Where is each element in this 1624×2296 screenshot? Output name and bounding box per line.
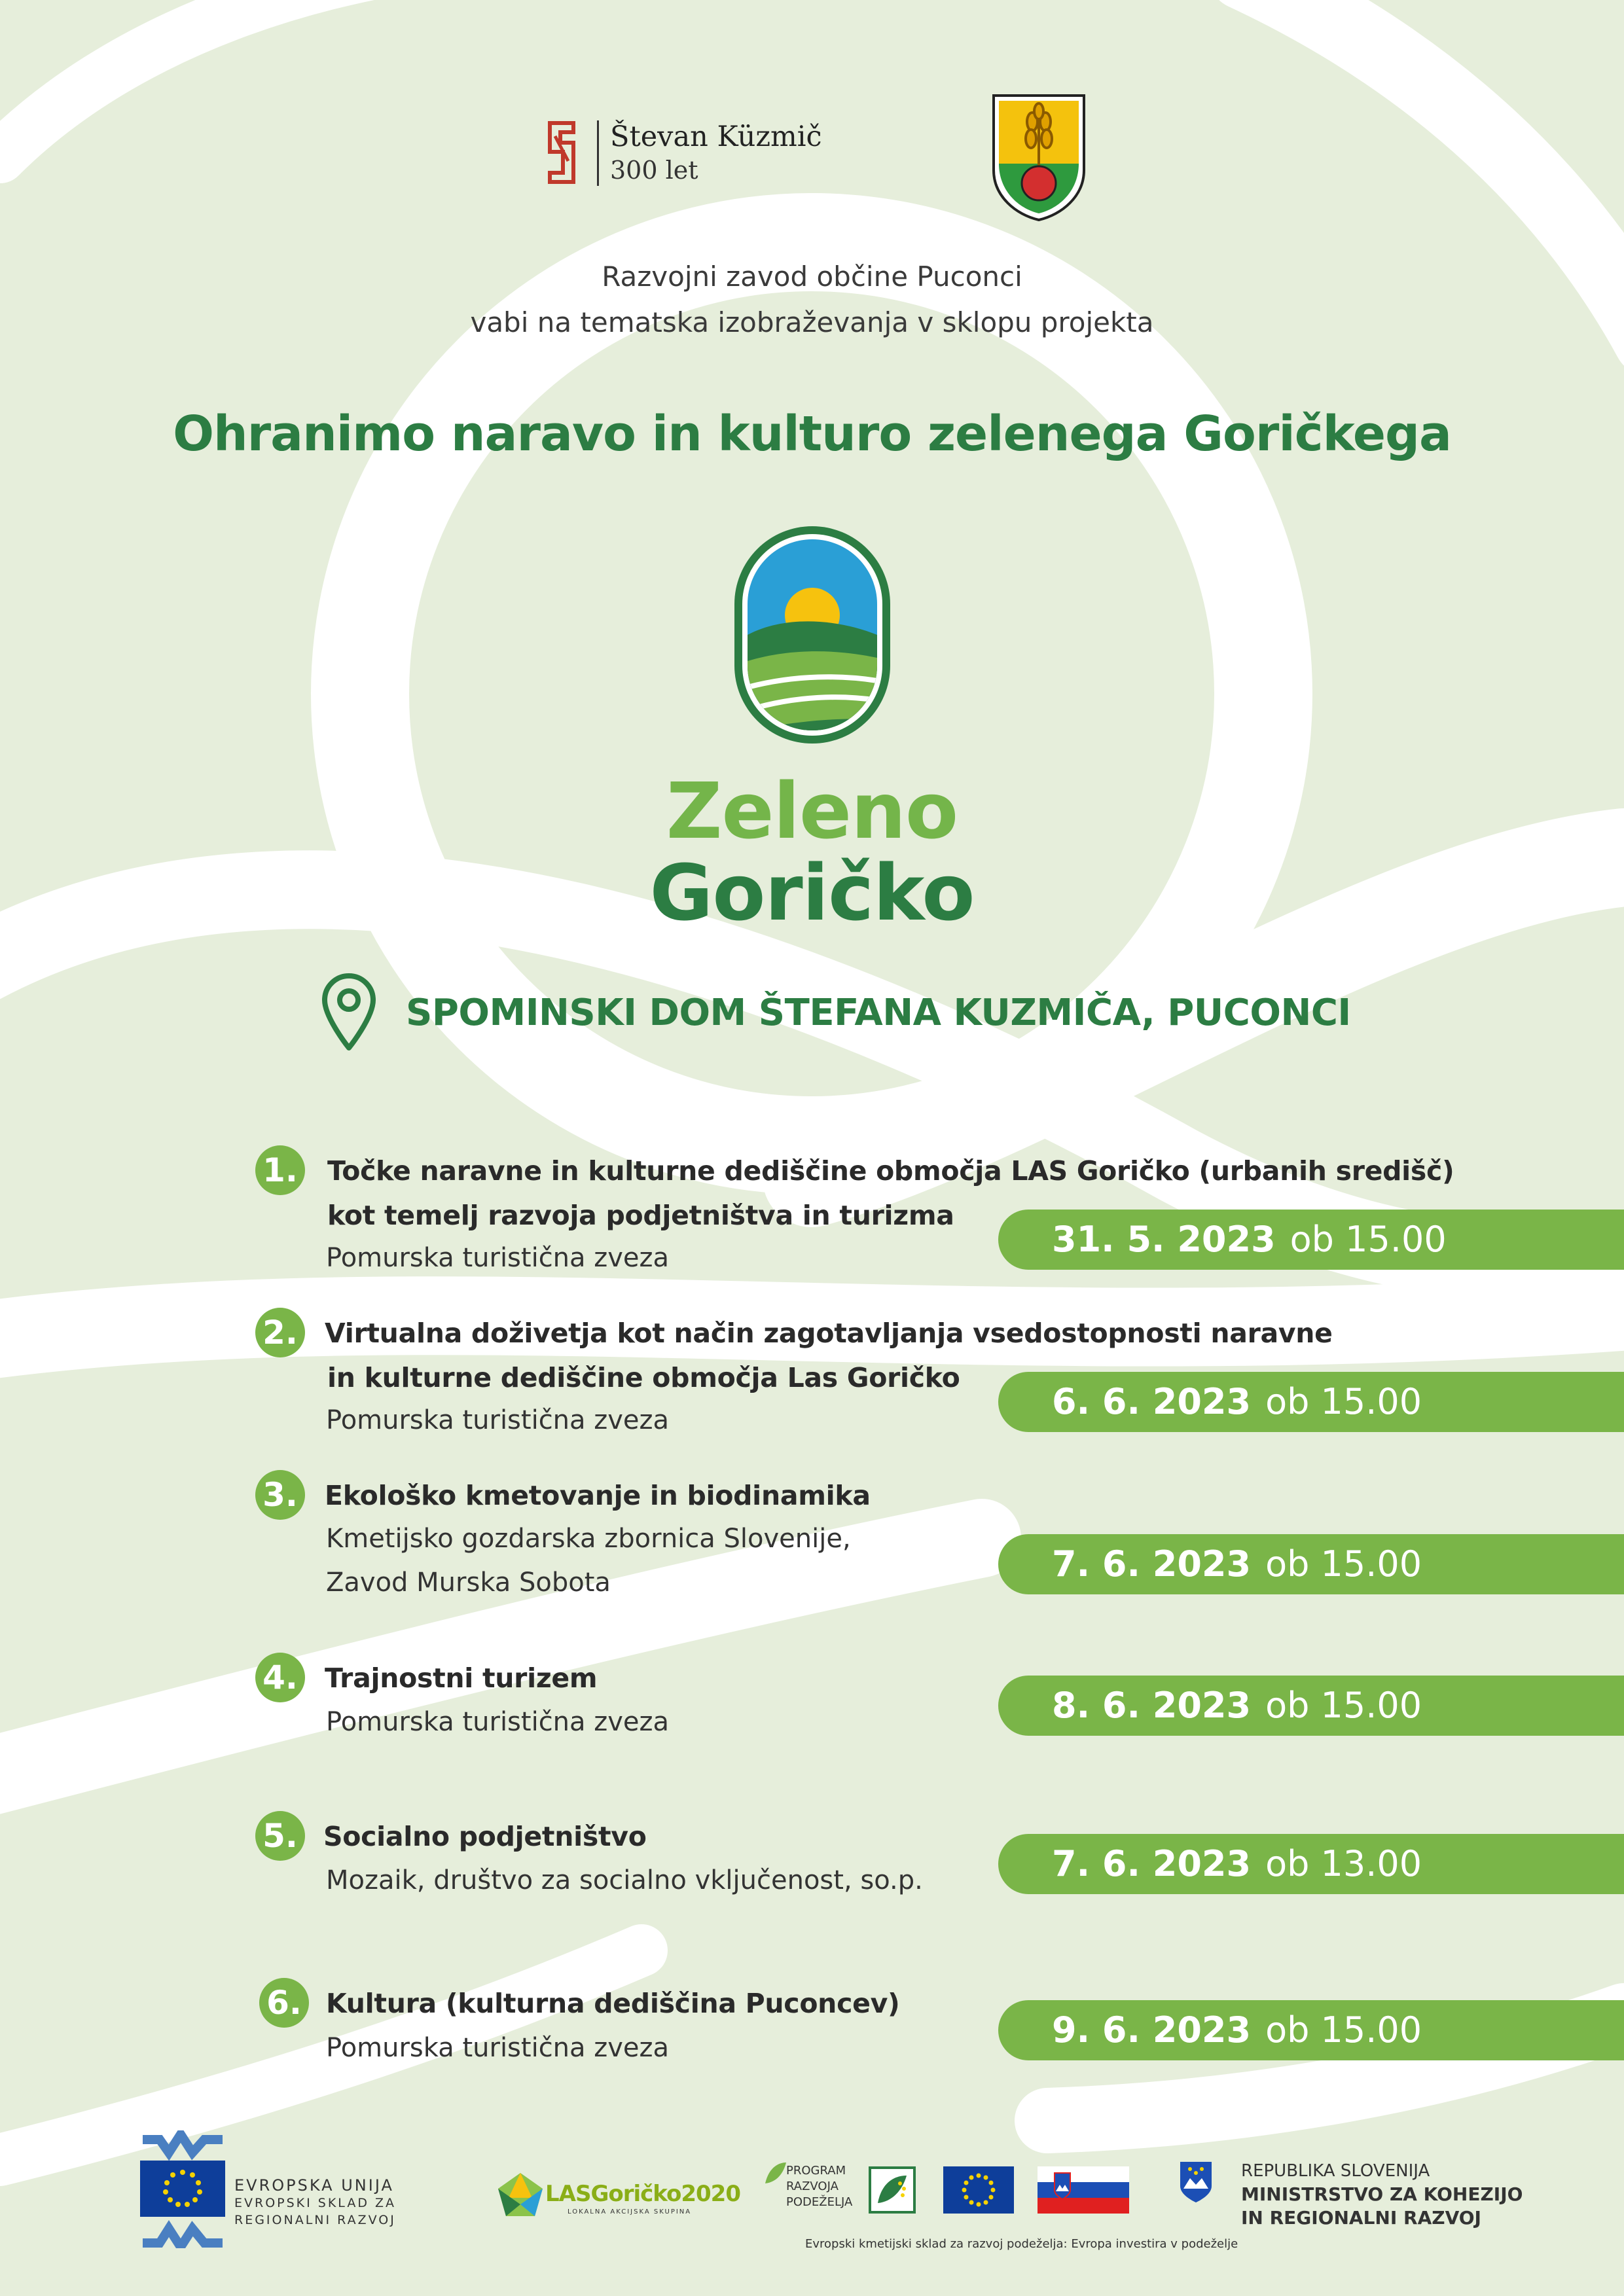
kuzmic-years: 300 let [610, 156, 698, 185]
event-date-bar [998, 2000, 1624, 2060]
event-title: kot temelj razvoja podjetništva in turizma [327, 1200, 954, 1231]
ministry-line-1: REPUBLIKA SLOVENIJA [1241, 2161, 1430, 2181]
event-date: 6. 6. 2023 [1052, 1381, 1252, 1422]
event-number: 3. [255, 1470, 305, 1520]
event-date: 31. 5. 2023 [1052, 1219, 1276, 1260]
prp-line-2: RAZVOJA [786, 2179, 839, 2193]
rural-fund-note: Evropski kmetijski sklad za razvoj podeželja: Evropa investira v podeželje [805, 2237, 1238, 2251]
event-title: Socialno podjetništvo [323, 1821, 647, 1852]
eu-line-2: EVROPSKI SKLAD ZA [234, 2196, 397, 2210]
rural-development-logos [763, 2160, 1129, 2232]
event-date-bar [998, 1372, 1624, 1432]
prp-line-3: PODEŽELJA [786, 2195, 853, 2209]
intro-line-1: Razvojni zavod občine Puconci [602, 260, 1022, 293]
event-date: 7. 6. 2023 [1052, 1543, 1252, 1585]
event-date-bar [998, 1834, 1624, 1894]
las-name: LASGoričko2020 [545, 2181, 740, 2207]
slovenia-flag-icon [1038, 2166, 1129, 2214]
event-title: Točke naravne in kulturne dediščine območja LAS Goričko (urbanih središč) [327, 1155, 1454, 1187]
page-title: Ohranimo naravo in kulturo zelenega Goričkega [173, 406, 1451, 462]
leader-logo-icon [869, 2166, 916, 2214]
intro-line-2: vabi na tematska izobraževanja v sklopu projekta [470, 306, 1154, 338]
event-date-bar [998, 1210, 1624, 1270]
eu-regional-fund-logo [140, 2130, 441, 2248]
slovenia-coat-of-arms-icon [1178, 2160, 1214, 2203]
kuzmic-divider [597, 120, 599, 186]
event-date: 7. 6. 2023 [1052, 1843, 1252, 1884]
rural-program-leaf-icon [763, 2160, 789, 2186]
event-date-bar [998, 1534, 1624, 1594]
event-number: 2. [255, 1308, 305, 1357]
event-title: Ekološko kmetovanje in biodinamika [325, 1480, 871, 1511]
event-number: 5. [255, 1811, 305, 1861]
kuzmic-300-logo [543, 117, 831, 190]
event-date: 8. 6. 2023 [1052, 1685, 1252, 1726]
las-goricko-logo [494, 2166, 740, 2225]
ministry-logo [1178, 2159, 1523, 2237]
las-goricko-mark-icon [494, 2169, 547, 2221]
event-number: 6. [259, 1978, 309, 2028]
eu-line-1: EVROPSKA UNIJA [234, 2176, 394, 2195]
event-time: ob 15.00 [1265, 1381, 1422, 1422]
event-date-bar [998, 1676, 1624, 1736]
ministry-line-3: IN REGIONALNI RAZVOJ [1241, 2207, 1481, 2229]
ministry-line-2: MINISTRSTVO ZA KOHEZIJO [1241, 2183, 1523, 2205]
event-organizer: Pomurska turistična zveza [326, 1405, 670, 1435]
event-title: in kulturne dediščine območja Las Goričko [327, 1362, 960, 1393]
event-organizer: Zavod Murska Sobota [326, 1568, 611, 1598]
event-organizer: Kmetijsko gozdarska zbornica Slovenije, [326, 1524, 851, 1554]
event-title: Trajnostni turizem [325, 1662, 598, 1694]
event-time: ob 15.00 [1265, 1543, 1422, 1585]
event-organizer: Mozaik, društvo za socialno vključenost, so.p. [326, 1865, 923, 1895]
event-organizer: Pomurska turistična zveza [326, 1243, 670, 1273]
zeleno-goricko-emblem-icon [732, 524, 893, 746]
kuzmic-name: Števan Küzmič [610, 120, 822, 153]
kuzmic-monogram-icon [543, 117, 589, 190]
eu-regional-fund-mark-icon [140, 2130, 225, 2248]
prp-line-1: PROGRAM [786, 2164, 846, 2178]
eu-line-3: REGIONALNI RAZVOJ [234, 2213, 396, 2227]
eu-flag-icon [943, 2166, 1014, 2214]
venue-name: SPOMINSKI DOM ŠTEFANA KUZMIČA, PUCONCI [406, 992, 1351, 1034]
event-organizer: Pomurska turistična zveza [326, 2033, 670, 2063]
puconci-coat-of-arms-icon [990, 92, 1088, 223]
las-subtitle: LOKALNA AKCIJSKA SKUPINA [568, 2208, 692, 2215]
event-number: 1. [255, 1145, 305, 1195]
event-organizer: Pomurska turistična zveza [326, 1707, 670, 1737]
event-title: Kultura (kulturna dediščina Puconcev) [326, 1988, 900, 2019]
brand-word-zeleno: Zeleno [666, 766, 958, 856]
event-number: 4. [255, 1653, 305, 1702]
event-title: Virtualna doživetja kot način zagotavljanja vsedostopnosti naravne [325, 1318, 1333, 1349]
brand-word-goricko: Goričko [649, 848, 975, 938]
event-time: ob 15.00 [1290, 1219, 1447, 1260]
location-pin-icon [319, 971, 378, 1052]
event-time: ob 15.00 [1265, 1685, 1422, 1726]
event-time: ob 15.00 [1265, 2009, 1422, 2051]
event-time: ob 13.00 [1265, 1843, 1422, 1884]
event-date: 9. 6. 2023 [1052, 2009, 1252, 2051]
